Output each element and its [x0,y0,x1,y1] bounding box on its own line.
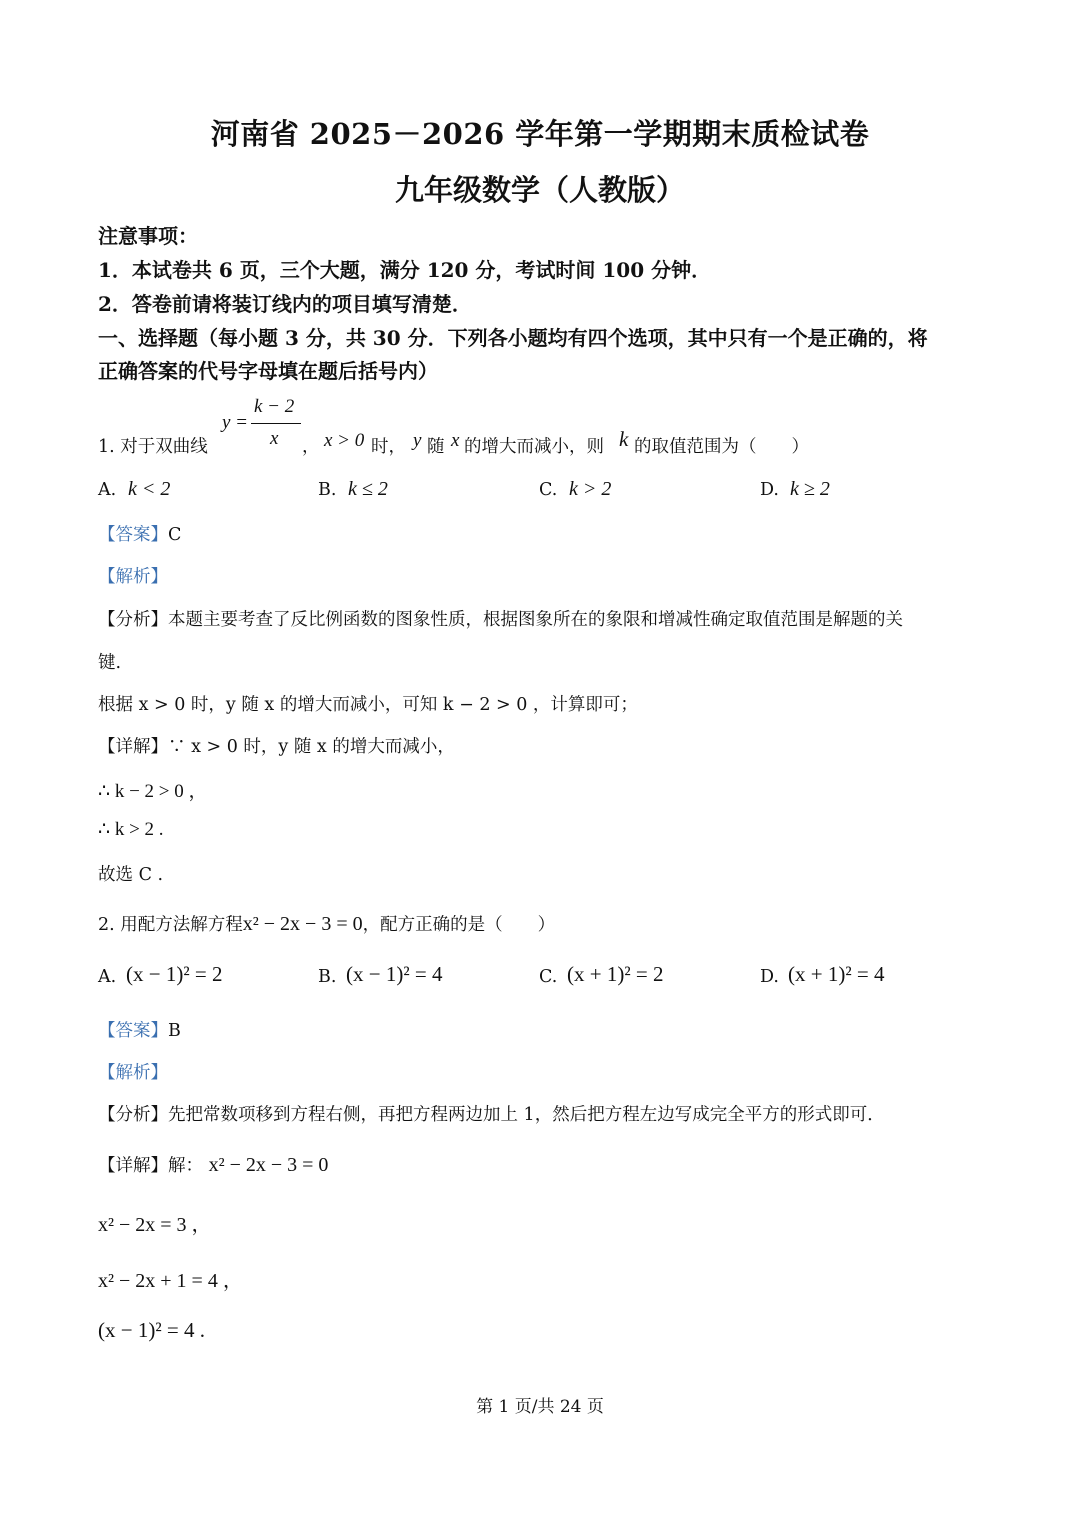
q2-step-3: (x − 1)² = 4 . [98,1318,205,1342]
question-2-equation: x² − 2x − 3 = 0 [242,913,363,935]
q2-fenxi-line [98,1101,885,1126]
option-a-expr[interactable]: k < 2 [128,478,171,500]
q2-step-1: x² − 2x = 3 ， [98,1214,212,1236]
q2-option-b-expr[interactable]: (x − 1)² = 4 [346,962,443,986]
q2-xiangjie-line [98,1152,328,1177]
fenxi-line-1 [98,606,903,631]
step-3: ∴ k > 2 . [98,819,164,840]
q2-fenxi-text: 先把常数项移到方程右侧，再把方程两边加上 1，然后把方程左边写成完全平方的形式即可． [168,1105,885,1125]
option-c-letter[interactable]: C. [539,480,558,500]
q2-option-a-expr[interactable]: (x − 1)² = 2 [126,962,223,986]
question-1-prefix: 1. 对于双曲线 [98,437,208,457]
answer-value: C [168,525,182,545]
section-heading-line-1: 一、选择题（每小题 3 分，共 30 分．下列各小题均有四个选项，其中只有一个是正确的，将 [98,326,928,350]
notes-heading: 注意事项： [98,224,198,248]
exam-subtitle: 九年级数学（人教版） [394,173,685,207]
xiangjie-step-1: ∵ x > 0 时，y 随 x 的增大而减小， [168,737,455,757]
q2-step-0: x² − 2x − 3 = 0 [208,1154,329,1176]
question-1-comma: ， [302,437,320,457]
option-b-letter[interactable]: B. [318,480,337,500]
answer-line-1 [98,521,181,546]
question-1-text-sui: 随 [427,437,445,457]
fraction-bar [251,423,301,424]
q2-xiangjie-start: 解： [168,1156,203,1176]
fraction-denominator: x [270,428,279,449]
question-1-var-k: k [619,427,629,451]
question-1-var-x: x [451,430,460,451]
reason-text: 根据 x > 0 时，y 随 x 的增大而减小，可知 k − 2 > 0 ，计算即可； [98,695,638,715]
option-b-expr[interactable]: k ≤ 2 [348,478,388,500]
question-1-condition: x > 0 [324,430,365,451]
question-2-stem [98,911,555,936]
notes-item-2: 2．答卷前请将装订线内的项目填写清楚． [98,292,472,316]
section-heading-line-2: 正确答案的代号字母填在题后括号内） [98,359,438,383]
fraction-lhs: y = [222,412,249,433]
q2-option-d-expr[interactable]: (x + 1)² = 4 [788,962,885,986]
question-2-suffix: ，配方正确的是（ ） [362,915,556,935]
option-c-expr[interactable]: k > 2 [569,478,612,500]
q2-option-c-letter[interactable]: C. [539,967,558,987]
q2-xiangjie-tag: 【详解】 [98,1156,168,1176]
answer-tag: 【答案】 [98,525,168,545]
option-d-expr[interactable]: k ≥ 2 [790,478,830,500]
question-1-text-mid: 的增大而减小，则 [464,437,604,457]
q2-answer-line [98,1017,181,1042]
fenxi-tag: 【分析】 [98,610,168,630]
q2-jiexi-tag: 【解析】 [98,1063,168,1083]
step-2: ∴ k − 2 > 0 ， [98,781,208,802]
fenxi-text: 本题主要考查了反比例函数的图象性质，根据图象所在的象限和增减性确定取值范围是解题的关 [168,610,903,630]
conclusion: 故选 C . [98,865,164,885]
jiexi-tag: 【解析】 [98,567,168,587]
q2-answer-tag: 【答案】 [98,1021,168,1041]
fraction-numerator: k − 2 [254,396,295,417]
exam-title: 河南省 2025－2026 学年第一学期期末质检试卷 [210,117,870,151]
q2-step-2: x² − 2x + 1 = 4 ， [98,1270,243,1292]
q2-option-a-letter[interactable]: A. [98,967,117,987]
q2-option-d-letter[interactable]: D. [760,967,779,987]
question-1-suffix: 的取值范围为（ ） [634,437,809,457]
question-1-var-y: y [413,430,422,451]
q2-option-c-expr[interactable]: (x + 1)² = 2 [567,962,664,986]
xiangjie-line [98,733,455,758]
fenxi-line-2: 键. [98,653,122,673]
notes-item-1: 1．本试卷共 6 页，三个大题，满分 120 分，考试时间 100 分钟． [98,258,712,282]
question-2-prefix: 2. 用配方法解方程 [98,915,243,935]
q2-option-b-letter[interactable]: B. [318,967,337,987]
q2-fenxi-tag: 【分析】 [98,1105,168,1125]
q2-answer-value: B [168,1021,181,1041]
xiangjie-tag: 【详解】 [98,737,168,757]
option-d-letter[interactable]: D. [760,480,779,500]
question-1-text-shi: 时， [371,437,406,457]
option-a-letter[interactable]: A. [98,480,117,500]
page-footer: 第 1 页/共 24 页 [476,1397,604,1417]
